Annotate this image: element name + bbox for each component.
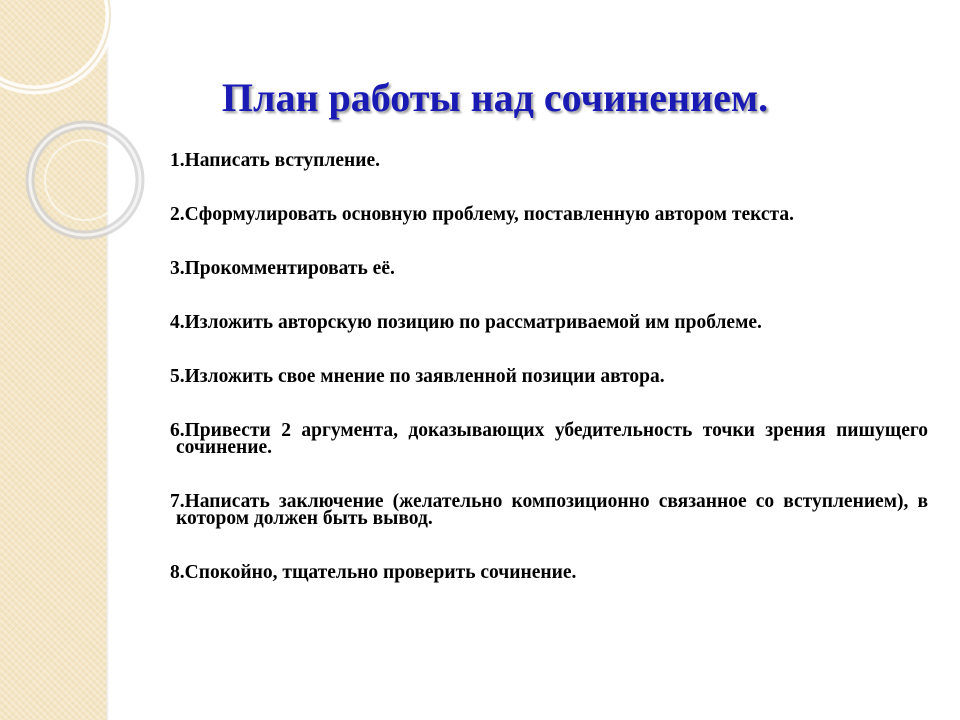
plan-list (170, 152, 928, 581)
plan-item-5: 5.Изложить свое мнение по заявленной позиции автора. (170, 366, 665, 387)
plan-item-1: 1.Написать вступление. (170, 150, 380, 171)
plan-item-7: 7.Написать заключение (желательно композиционно связанное со вступлением), в котором должен быть вывод. (170, 491, 928, 529)
plan-item-8: 8.Спокойно, тщательно проверить сочинение. (170, 562, 577, 583)
plan-item-6: 6.Привести 2 аргумента, доказывающих убедительность точки зрения пишущего сочинение. (170, 420, 928, 458)
plan-item-2: 2.Сформулировать основную проблему, поставленную автором текста. (170, 204, 794, 225)
plan-item-4: 4.Изложить авторскую позицию по рассматриваемой им проблеме. (170, 312, 762, 333)
plan-item-3: 3.Прокомментировать её. (170, 258, 395, 279)
slide-title: План работы над сочинением. (221, 75, 769, 120)
